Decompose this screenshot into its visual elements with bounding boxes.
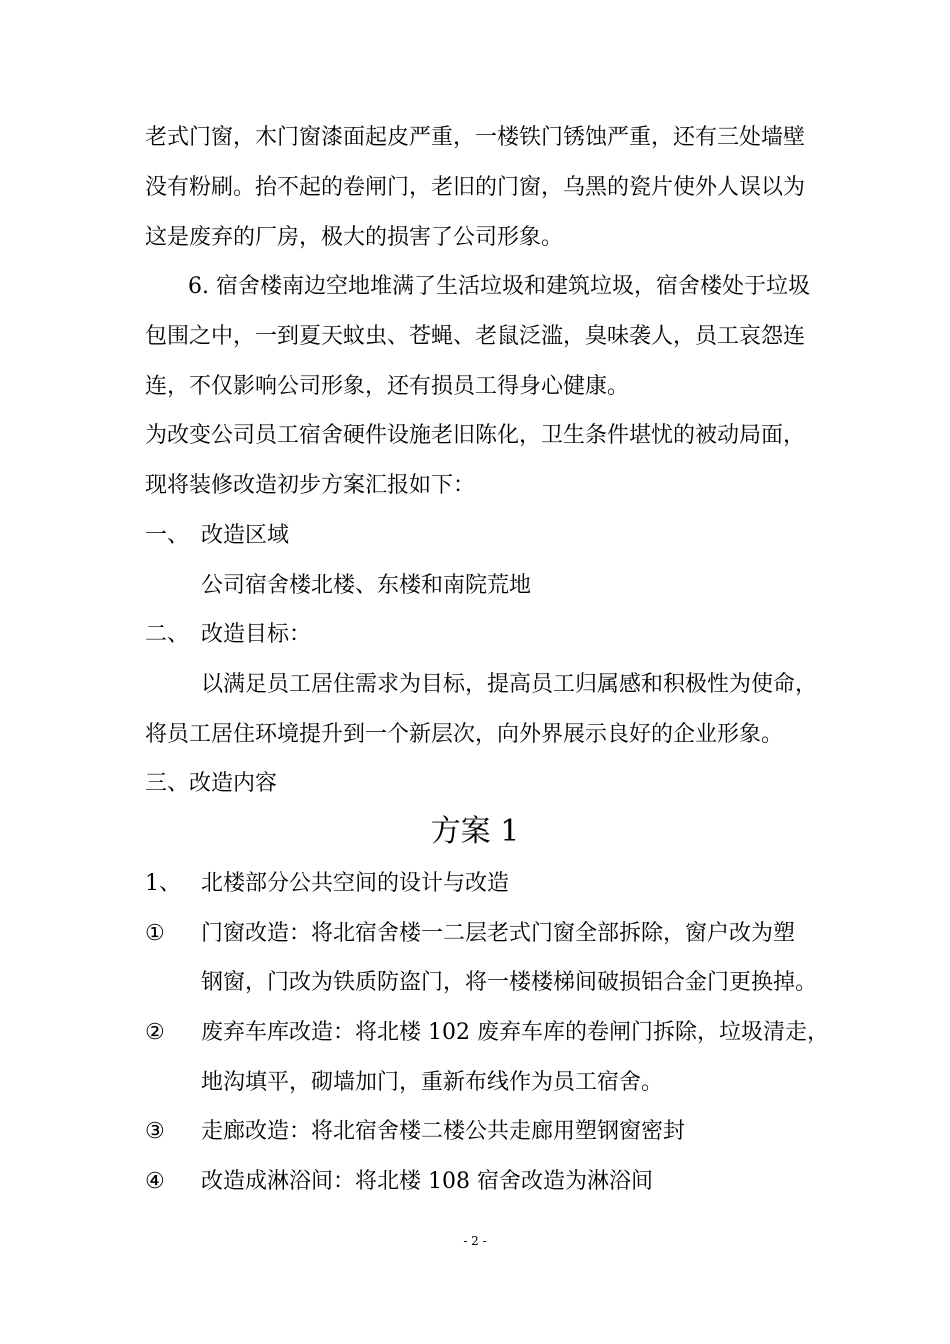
paragraph-line: 包围之中，一到夏天蚊虫、苍蝇、老鼠泛滥，臭味袭人，员工哀怨连 [145, 324, 806, 349]
section-number: 一、 [145, 523, 190, 548]
section-number: 二、 [145, 622, 190, 647]
subitem-text: 改造成淋浴间：将北楼 108 宿舍改造为淋浴间 [201, 1169, 653, 1194]
subitem-number: ② [145, 1020, 165, 1045]
section-heading: 三、改造内容 [145, 771, 278, 796]
section-body: 公司宿舍楼北楼、东楼和南院荒地 [201, 573, 532, 598]
paragraph-line: 连，不仅影响公司形象，还有损员工得身心健康。 [145, 374, 630, 399]
subitem-text: 走廊改造：将北宿舍楼二楼公共走廊用塑钢窗密封 [201, 1119, 686, 1144]
paragraph-line: 这是废弃的厂房，极大的损害了公司形象。 [145, 225, 564, 250]
subitem-text: 地沟填平，砌墙加门，重新布线作为员工宿舍。 [201, 1070, 664, 1095]
section-body: 以满足员工居住需求为目标，提高员工归属感和积极性为使命， [201, 672, 818, 697]
paragraph-line: 为改变公司员工宿舍硬件设施老旧陈化，卫生条件堪忧的被动局面， [145, 423, 806, 448]
subitem-number: ③ [145, 1119, 165, 1144]
subitem-text: 门窗改造：将北宿舍楼一二层老式门窗全部拆除，窗户改为塑 [201, 921, 796, 946]
section-heading: 改造区域 [201, 523, 290, 548]
paragraph-line: 6. 宿舍楼南边空地堆满了生活垃圾和建筑垃圾，宿舍楼处于垃圾 [188, 274, 810, 299]
item-number: 1、 [145, 871, 181, 896]
subitem-number: ① [145, 921, 165, 946]
page-number: - 2 - [463, 1234, 487, 1248]
subitem-number: ④ [145, 1169, 165, 1194]
paragraph-line: 没有粉刷。抬不起的卷闸门，老旧的门窗，乌黑的瓷片使外人误以为 [145, 175, 806, 200]
paragraph-line: 老式门窗，木门窗漆面起皮严重，一楼铁门锈蚀严重，还有三处墙壁 [145, 125, 806, 150]
subitem-text: 钢窗，门改为铁质防盗门，将一楼楼梯间破损铝合金门更换掉。 [201, 970, 818, 995]
section-body: 将员工居住环境提升到一个新层次，向外界展示良好的企业形象。 [145, 722, 784, 747]
subitem-text: 废弃车库改造：将北楼 102 废弃车库的卷闸门拆除，垃圾清走， [201, 1020, 829, 1045]
plan-title: 方案 1 [430, 814, 520, 849]
paragraph-line: 现将装修改造初步方案汇报如下： [145, 473, 476, 498]
section-heading: 改造目标： [201, 622, 312, 647]
item-heading: 北楼部分公共空间的设计与改造 [201, 871, 510, 896]
